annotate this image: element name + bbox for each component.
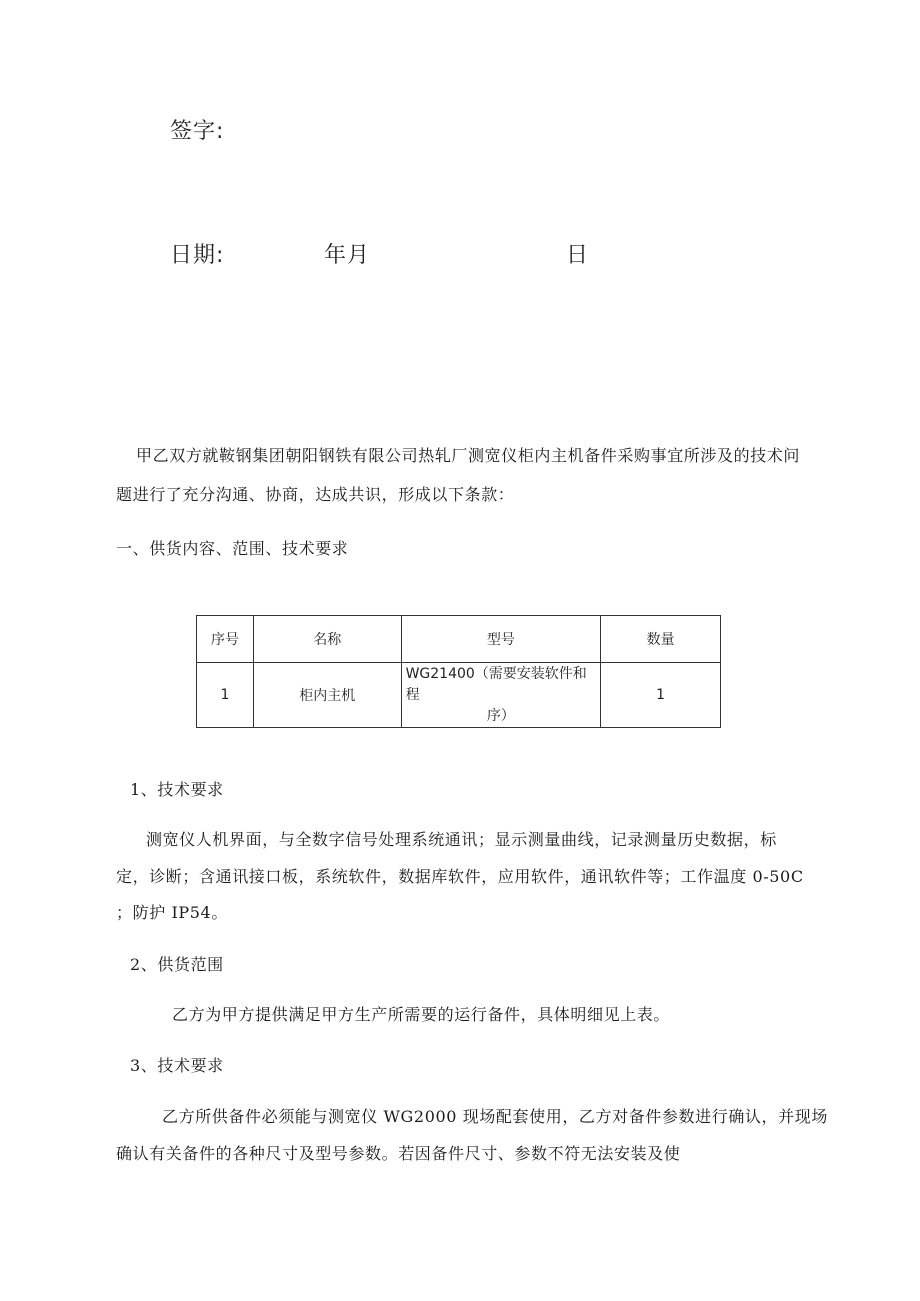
cell-quantity: 1 bbox=[601, 663, 721, 728]
item3-line-2: 确认有关备件的各种尺寸及型号参数。若因备件尺寸、参数不符无法安装及使 bbox=[116, 1144, 681, 1163]
sign-label: 签字: bbox=[170, 119, 225, 144]
item3-heading: 3、技术要求 bbox=[130, 1056, 224, 1075]
item1-heading: 1、技术要求 bbox=[130, 780, 224, 799]
intro-line-2: 题进行了充分沟通、协商，达成共识，形成以下条款： bbox=[116, 485, 515, 504]
table-row bbox=[197, 663, 721, 728]
cell-name: 柜内主机 bbox=[253, 663, 401, 728]
date-label: 日期: bbox=[170, 243, 225, 268]
day-label: 日 bbox=[566, 243, 590, 268]
header-index: 序号 bbox=[197, 616, 254, 663]
section-heading: 一、供货内容、范围、技术要求 bbox=[116, 539, 349, 558]
header-model: 型号 bbox=[401, 616, 601, 663]
cell-model bbox=[401, 663, 601, 728]
item2-heading: 2、供货范围 bbox=[130, 955, 224, 974]
table-header-row bbox=[197, 616, 721, 663]
cell-index: 1 bbox=[197, 663, 254, 728]
header-quantity: 数量 bbox=[601, 616, 721, 663]
spec-table bbox=[196, 615, 721, 728]
item3-line-1: 乙方所供备件必须能与测宽仪 WG2000 现场配套使用，乙方对备件参数进行确认，并现场 bbox=[162, 1107, 828, 1126]
item1-line-2: 定，诊断；含通讯接口板，系统软件，数据库软件，应用软件，通讯软件等；工作温度 0-50C bbox=[116, 867, 804, 886]
item1-line-3: ；防护 IP54。 bbox=[116, 903, 228, 922]
cell-model-line-2: 序） bbox=[486, 707, 515, 724]
year-month-label: 年月 bbox=[324, 243, 371, 268]
intro-line-1: 甲乙双方就鞍钢集团朝阳钢铁有限公司热轧厂测宽仪柜内主机备件采购事宜所涉及的技术问 bbox=[136, 446, 801, 465]
header-name: 名称 bbox=[253, 616, 401, 663]
item2-line-1: 乙方为甲方提供满足甲方生产所需要的运行备件，具体明细见上表。 bbox=[172, 1005, 671, 1024]
cell-model-line-1: WG21400（需要安装软件和程 bbox=[405, 665, 587, 703]
item1-line-1: 测宽仪人机界面，与全数字信号处理系统通讯；显示测量曲线，记录测量历史数据，标 bbox=[146, 830, 777, 849]
